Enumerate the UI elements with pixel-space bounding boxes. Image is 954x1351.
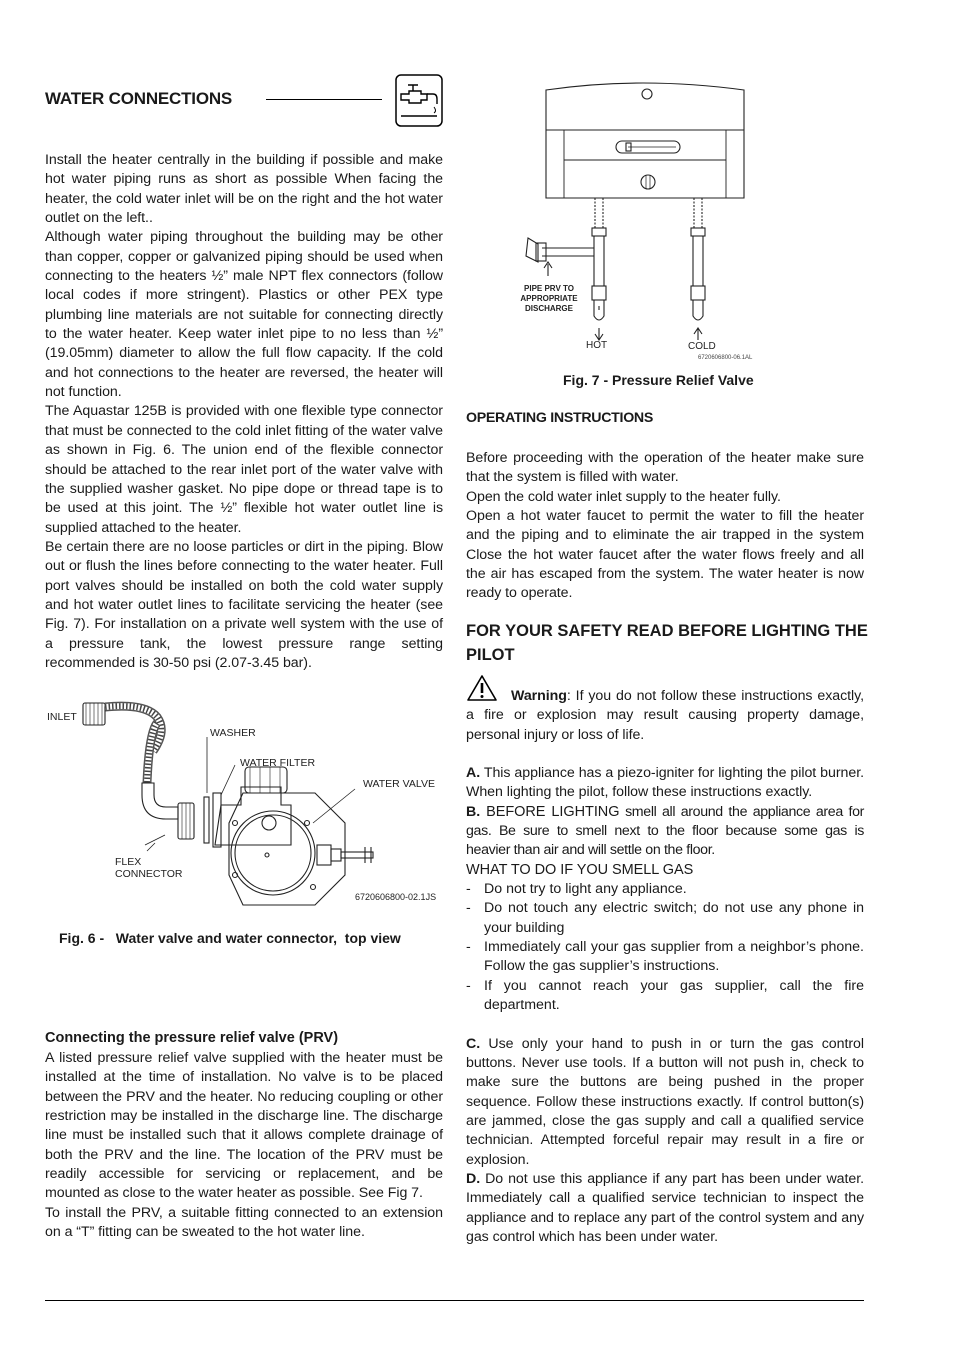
paragraph: A listed pressure relief valve supplied with the heater must be installed at the time of installation. No valve is to be placed between the PRV and the heater. No reducing coupling or other restriction may be installed in the discharge line. The discharge line must be installed such that it allows complete drainage of both the PRV and the line. The location of the PRV must be readily accessible for servicing or replacement, and be mounted as close to the water heater as possible. See Fig 7. bbox=[45, 1050, 443, 1202]
safety-heading: FOR YOUR SAFETY READ BEFORE LIGHTING THE PILOT bbox=[466, 622, 868, 664]
fig6-label-water-filter: WATER FILTER bbox=[240, 757, 316, 769]
item-b bbox=[466, 803, 864, 861]
fig7-label-pipe-prv-1: PIPE PRV TO bbox=[524, 284, 574, 293]
heater-prv-drawing bbox=[510, 78, 770, 368]
item-a bbox=[466, 764, 864, 803]
fig6-label-water-valve: WATER VALVE bbox=[363, 778, 435, 790]
list-item: - Do not touch any electric switch; do not use any phone in your building bbox=[466, 899, 864, 938]
item-d-text: Do not use this appliance if any part has been under water. Immediately call a qualified service technician to inspect the appliance and to replace any part of the control system and any gas control which has been under water. bbox=[466, 1170, 864, 1245]
item-b-label: B. bbox=[466, 803, 481, 820]
paragraph: Open a hot water faucet to permit the water to fill the heater and the piping and to eliminate the air trapped in the system Close the hot water faucet after the water flows freely and all the air has escaped from the system. The water heater is now ready to operate. bbox=[466, 508, 864, 602]
item-d-label: D. bbox=[466, 1170, 481, 1187]
fig7-label-pipe-prv-2: APPROPRIATE bbox=[520, 294, 578, 303]
fig6-label-inlet: INLET bbox=[47, 711, 77, 723]
safety-body bbox=[466, 687, 864, 1247]
prv-heading: Connecting the pressure relief valve (PRV) bbox=[45, 1030, 339, 1046]
fig7-caption: Fig. 7 - Pressure Relief Valve bbox=[563, 372, 754, 388]
fig6-caption: Fig. 6 - Water valve and water connector, top view bbox=[59, 930, 401, 946]
fig6-label-washer: WASHER bbox=[210, 727, 256, 739]
item-c bbox=[466, 1035, 864, 1170]
operating-body bbox=[466, 449, 864, 604]
fig7-diagram bbox=[510, 78, 770, 368]
item-a-text: This appliance has a piezo-igniter for lighting the pilot burner. When lighting the pilot, follow these instructions exactly. bbox=[466, 765, 864, 801]
faucet-icon bbox=[395, 74, 443, 127]
list-item: - Do not try to light any appliance. bbox=[466, 880, 864, 899]
fig7-label-pipe-prv-3: DISCHARGE bbox=[524, 304, 573, 313]
list-item: - Immediately call your gas supplier from a neighbor’s phone. Follow the gas supplier’s instructions. bbox=[466, 938, 864, 977]
warning-label: Warning bbox=[511, 688, 567, 704]
paragraph: Install the heater centrally in the building if possible and make hot water piping runs as short as possible When facing the heater, the cold water inlet will be on the right and the hot water outlet on the left.. bbox=[45, 152, 443, 227]
paragraph: Open the cold water inlet supply to the heater fully. bbox=[466, 488, 781, 505]
title-rule bbox=[266, 99, 382, 100]
item-d bbox=[466, 1170, 864, 1247]
list-item: - If you cannot reach your gas supplier, call the fire department. bbox=[466, 977, 864, 1016]
paragraph: Although water piping throughout the building may be other than copper, copper or galvanized piping should be used when connecting to the heaters ½” male NPT flex connectors (follow local codes if more stringent). Plastics or other PEX type plumbing line materials are not suitable for connecting directly to the water heater. Keep water inlet pipe to no less than ½” (19.05mm) diameter to allow the full flow capacity. If the cold and hot connections to the heater are reversed, the heater will not function. bbox=[45, 229, 443, 401]
smell-gas-list bbox=[466, 880, 864, 1015]
item-b-lead: BEFORE LIGHTING bbox=[480, 803, 620, 820]
fig6-label-flex: FLEX bbox=[115, 856, 142, 868]
water-connections-body bbox=[45, 151, 443, 673]
smell-gas-heading: WHAT TO DO IF YOU SMELL GAS bbox=[466, 861, 694, 878]
item-c-text: Use only your hand to push in or turn the gas control buttons. Never use tools. If a button will not push in, check to make sure the buttons are being pushed in the proper sequence. Follow these instructions exactly. If control button(s) are jammed, close the gas supply and call a qualified service technician. Attempted forceful repair may result in a fire or explosion. bbox=[466, 1035, 864, 1168]
paragraph: The Aquastar 125B is provided with one flexible type connector that must be connected to the cold inlet fitting of the water valve as shown in Fig. 6. The union end of the flexible connector should be attached to the rear inlet port of the water valve with the supplied washer gasket. No pipe dope or thread tape is to be used at this joint. The ½” flexible hot water outlet line is supplied attached to the heater. bbox=[45, 403, 443, 536]
fig7-part-number: 6720606800-06.1AL bbox=[698, 355, 753, 361]
fig7-label-hot: HOT bbox=[586, 340, 608, 351]
paragraph: Before proceeding with the operation of the heater make sure that the system is filled with water. bbox=[466, 450, 864, 486]
fig6-part-number: 6720606800-02.1JS bbox=[355, 892, 437, 902]
fig6-label-connector: CONNECTOR bbox=[115, 868, 183, 880]
fig7-label-cold: COLD bbox=[688, 341, 716, 352]
operating-instructions-heading: OPERATING INSTRUCTIONS bbox=[466, 410, 654, 426]
item-a-label: A. bbox=[466, 765, 481, 782]
warning-text: : If you do not follow these instructions exactly, a fire or explosion may result causing property damage, personal injury or loss of life. bbox=[466, 688, 864, 743]
paragraph: Be certain there are no loose particles or dirt in the piping. Blow out or flush the lines before connecting to the water heater. Full port valves should be installed on both the cold water supply and hot water outlet lines to facilitate servicing the heater (see Fig. 7). For installation on a private well system with the use of a pressure tank, the lowest pressure range setting recommended is 30-50 psi (2.07-3.45 bar). bbox=[45, 538, 443, 671]
item-c-label: C. bbox=[466, 1035, 481, 1052]
section-title-water-connections: WATER CONNECTIONS bbox=[45, 89, 233, 108]
warning-paragraph bbox=[466, 687, 864, 745]
footer-rule bbox=[45, 1300, 864, 1301]
prv-body bbox=[45, 1049, 443, 1242]
item-b-text: smell all around the appliance area for gas. Be sure to smell next to the floor because some gas is heavier than air and will settle on the floor. bbox=[466, 803, 864, 859]
paragraph: To install the PRV, a suitable fitting connected to an extension on a “T” fitting can be sweated to the hot water line. bbox=[45, 1204, 443, 1241]
